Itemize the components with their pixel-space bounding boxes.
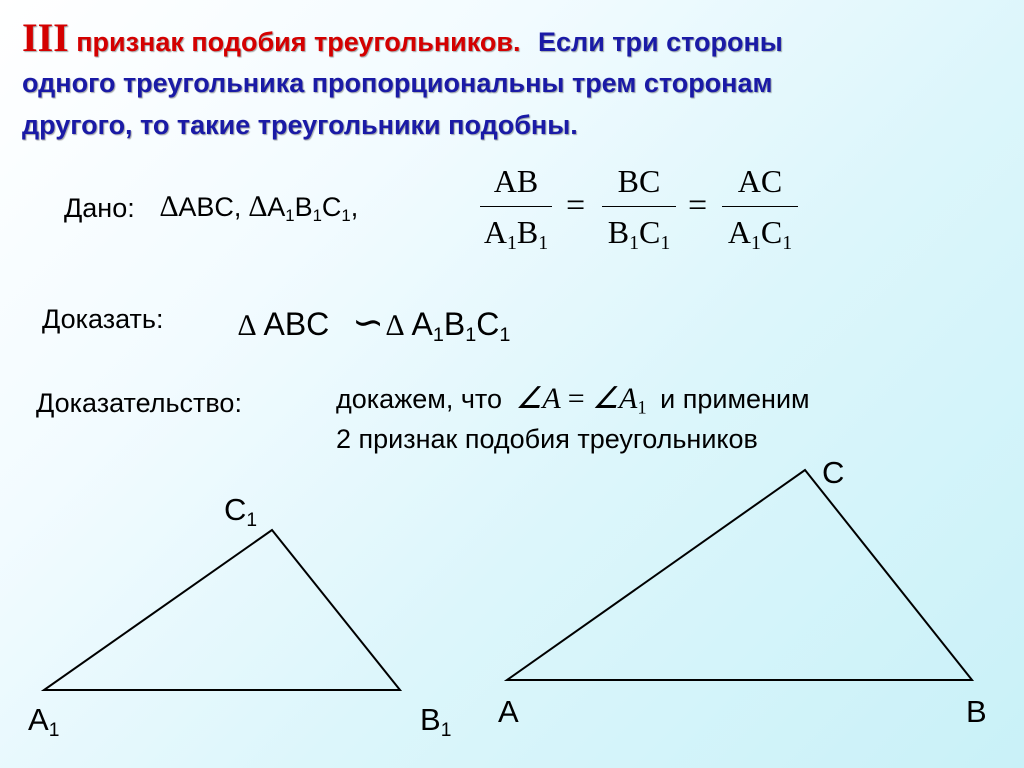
- delta-icon: ∆: [386, 309, 405, 342]
- vertex-b1: $B_1$: [420, 702, 452, 741]
- vertex-a1: $A_1$: [28, 702, 60, 741]
- prove-label: Доказать:: [42, 304, 164, 334]
- theorem-statement-3: другого, то такие треугольники подобны.: [22, 110, 578, 140]
- theorem-statement-1: Если три стороны: [538, 27, 783, 57]
- given-tri2-c: C: [321, 192, 342, 222]
- angle-icon: ∠: [592, 382, 620, 415]
- vertex-a: A: [498, 694, 519, 729]
- triangle-small: [44, 530, 400, 690]
- angle-equality: ∠A = $\angle A_1$: [515, 382, 647, 419]
- theorem-number: III: [22, 15, 69, 60]
- proof-text: докажем, что: [336, 384, 502, 414]
- sub: 1: [312, 206, 322, 226]
- proof-label: Доказательство:: [36, 388, 242, 418]
- prove-tri2-b: B: [443, 306, 466, 342]
- prove-tri-abc: ABC: [263, 306, 330, 342]
- vertex-b: B: [966, 694, 987, 729]
- triangle-big: [507, 470, 972, 680]
- given-tri2-b: B: [294, 192, 313, 222]
- sub: 1: [432, 323, 444, 346]
- equals-sign: =: [566, 187, 586, 224]
- sub: 1: [285, 206, 295, 226]
- proof-text: и применим: [660, 384, 810, 414]
- similar-icon: ∽: [352, 302, 385, 344]
- fraction-numerator: AC: [737, 163, 783, 199]
- delta-icon: ∆: [248, 190, 268, 223]
- theorem-statement-2: одного треугольника пропорциональны трем сторонам: [22, 68, 773, 98]
- given-tri2-a: A: [267, 192, 286, 222]
- proof-line-2: 2 признак подобия треугольников: [336, 424, 758, 454]
- prove-tri2-a: A: [411, 306, 433, 342]
- angle-icon: ∠: [515, 382, 543, 415]
- comma: ,: [350, 192, 359, 222]
- fraction-denominator: $B_1C_1$: [607, 214, 671, 254]
- sub: 1: [465, 323, 477, 346]
- fraction-numerator: BC: [617, 163, 661, 199]
- given-tri-abc: ABC,: [178, 192, 242, 222]
- sub: 1: [499, 323, 511, 346]
- fraction-numerator: AB: [493, 163, 539, 199]
- equals-sign: =: [688, 187, 708, 224]
- delta-icon: ∆: [238, 309, 257, 342]
- sub: 1: [341, 206, 351, 226]
- fraction-denominator: $A_1B_1$: [483, 214, 549, 254]
- theorem-name: признак подобия треугольников.: [76, 27, 521, 57]
- vertex-c1: $C_1$: [224, 492, 258, 531]
- vertex-c: C: [822, 455, 845, 490]
- delta-icon: ∆: [160, 190, 179, 223]
- given-label: Дано:: [64, 193, 135, 223]
- fraction-denominator: $A_1C_1$: [727, 214, 793, 254]
- prove-tri2-c: C: [476, 306, 500, 342]
